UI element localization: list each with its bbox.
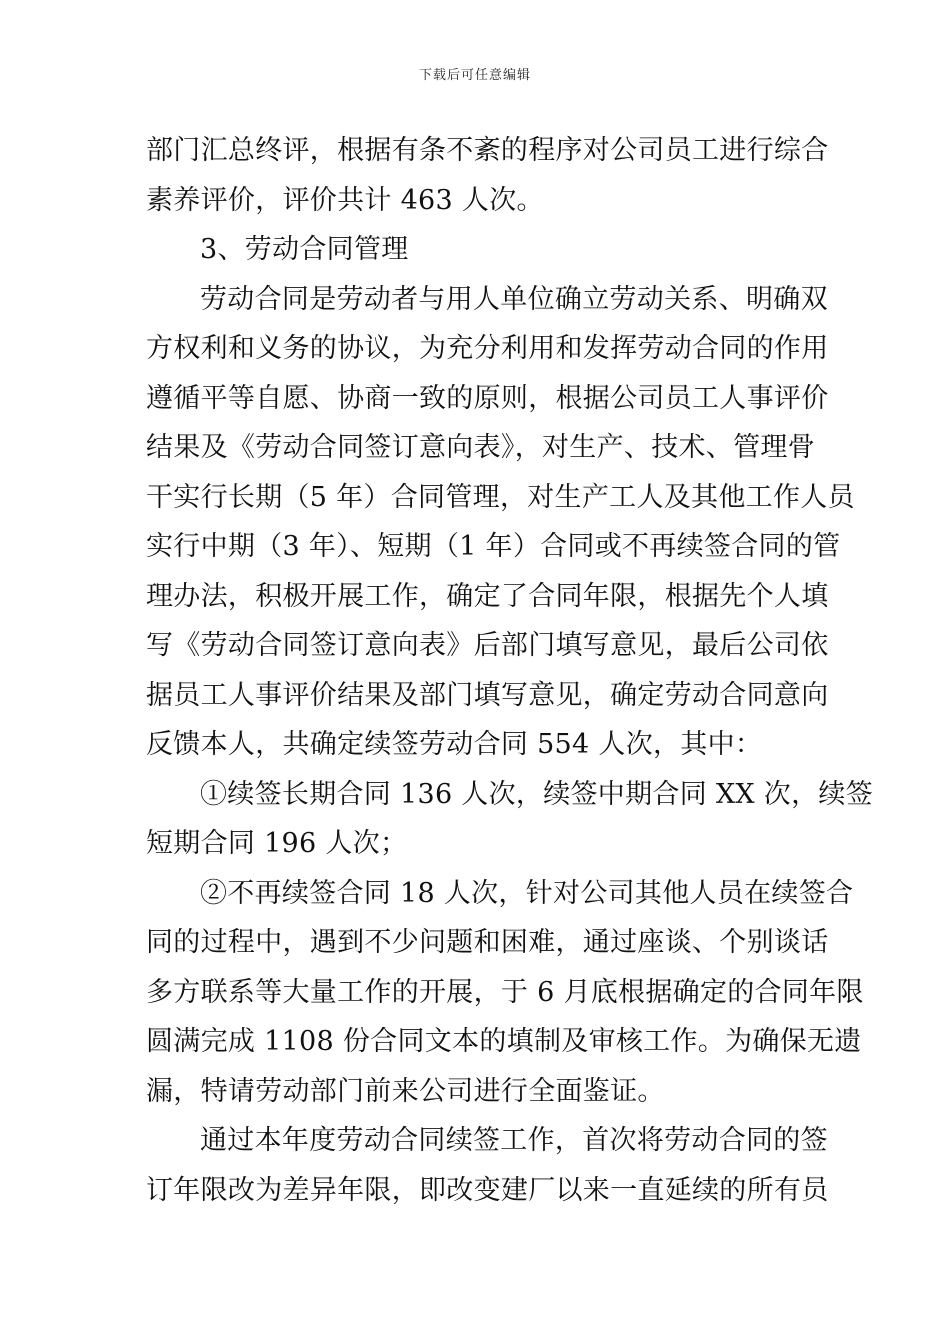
text-line: ①续签长期合同 136 人次，续签中期合同 XX 次，续签 (200, 778, 874, 810)
text-line: 遵循平等自愿、协商一致的原则，根据公司员工人事评价 (146, 382, 829, 414)
text-line: 短期合同 196 人次； (146, 828, 408, 859)
page-header-note: 下载后可任意编辑 (418, 68, 531, 83)
text-line: 反馈本人，共确定续签劳动合同 554 人次，其中： (146, 729, 763, 760)
text-line: 漏，特请劳动部门前来公司进行全面鉴证。 (146, 1075, 665, 1107)
document-body (146, 126, 874, 1215)
text-line: 同的过程中，遇到不少问题和困难，通过座谈、个别谈话 (146, 927, 829, 958)
text-line: 干实行长期（5 年）合同管理，对生产工人及其他工作人员 (146, 481, 855, 513)
text-line: 部门汇总终评，根据有条不紊的程序对公司员工进行综合 (146, 135, 829, 166)
text-line: 素养评价，评价共计 463 人次。 (146, 184, 544, 216)
text-line: 通过本年度劳动合同续签工作，首次将劳动合同的签 (200, 1125, 828, 1156)
text-line: 订年限改为差异年限，即改变建厂以来一直延续的所有员 (146, 1174, 829, 1206)
text-line: 写《劳动合同签订意向表》后部门填写意见，最后公司依 (146, 630, 829, 661)
text-line: 结果及《劳动合同签订意向表》，对生产、技术、管理骨 (146, 432, 815, 463)
text-line: 实行中期（3 年）、短期（1 年）合同或不再续签合同的管 (146, 531, 841, 562)
text-line: 理办法，积极开展工作，确定了合同年限，根据先个人填 (146, 580, 829, 612)
text-line: 多方联系等大量工作的开展，于 6 月底根据确定的合同年限 (146, 976, 864, 1008)
text-line: ②不再续签合同 18 人次，针对公司其他人员在续签合 (200, 877, 854, 909)
section-heading: 3、劳动合同管理 (200, 234, 409, 265)
text-line: 圆满完成 1108 份合同文本的填制及审核工作。为确保无遗 (146, 1026, 862, 1057)
text-line: 据员工人事评价结果及部门填写意见，确定劳动合同意向 (146, 679, 829, 711)
text-line: 劳动合同是劳动者与用人单位确立劳动关系、明确双 (200, 283, 828, 315)
text-line: 方权利和义务的协议，为充分利用和发挥劳动合同的作用 (146, 333, 829, 364)
